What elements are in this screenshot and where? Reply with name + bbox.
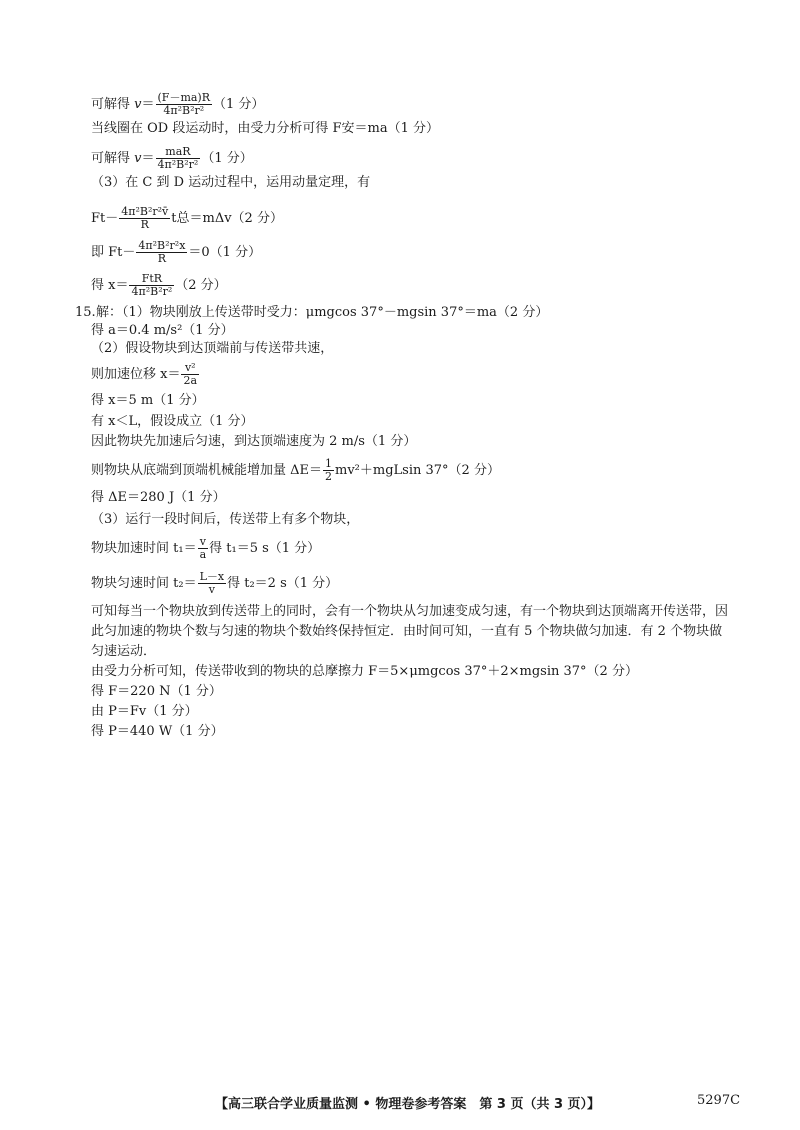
line-q15-energy: 则物块从底端到顶端机械能增加量 ΔE＝ $\frac{1}{2}$ mv²＋mgLsin 37°（2 分） xyxy=(91,457,500,483)
fraction-x: $\frac{\text{4π²B²r²x}}{R}$ xyxy=(138,239,186,265)
line-q15-velocity: 因此物块先加速后匀速，到达顶端速度为 2 m/s（1 分） xyxy=(91,434,417,449)
line-q15-force: 解：（1）物块刚放上传送带时受力：μmgcos 37°－mgsin 37°＝ma（2 分） xyxy=(96,305,549,320)
line-q15-displacement: 则加速位移 x＝ $\frac{\text{v²}}{2a}$ xyxy=(91,361,198,387)
fraction-t1: $\frac{v}{a}$ xyxy=(199,535,207,561)
fraction-displacement: $\frac{\text{v²}}{2a}$ xyxy=(183,361,198,387)
line-part3-intro: （3）在 C 到 D 运动过程中，运用动量定理，有 xyxy=(91,175,371,190)
text: 可解得 xyxy=(91,97,135,112)
line-q15-assume: 有 x＜L，假设成立（1 分） xyxy=(91,414,254,429)
fraction-t2: $\frac{L-x}{v}$ xyxy=(199,570,225,596)
line-q15-a: 得 a＝0.4 m/s²（1 分） xyxy=(91,323,234,338)
fraction-impulse: $\frac{\text{4π²B²r²v̄}}{R}$ xyxy=(121,205,169,231)
line-od-segment: 当线圈在 OD 段运动时，由受力分析可得 F安＝ma（1 分） xyxy=(91,121,439,136)
question-number-15: 15. xyxy=(75,305,96,320)
line-q15-t1: 物块加速时间 t₁＝ $\frac{v}{a}$ 得 t₁＝5 s（1 分） xyxy=(91,535,321,561)
line-q15-friction: 由受力分析可知，传送带收到的物块的总摩擦力 F＝5×μmgcos 37°＋2×mgsin 37°（2 分） xyxy=(91,664,638,679)
line-q15-P-formula: 由 P＝Fv（1 分） xyxy=(91,704,198,719)
text: （1 分） xyxy=(213,97,265,112)
line-q15-part3: （3）运行一段时间后，传送带上有多个物块， xyxy=(91,512,360,527)
line-solve-v2: 可解得 v＝ $\frac{\text{maR}}{\text{4π²B²r²}}$ （1 分） xyxy=(91,145,253,171)
line-q15-t2: 物块匀速时间 t₂＝ $\frac{L-x}{v}$ 得 t₂＝2 s（1 分） xyxy=(91,570,339,596)
footer-title: 【高三联合学业质量监测 • 物理卷参考答案 第 3 页（共 3 页）】 xyxy=(215,1097,601,1112)
line-q15-P: 得 P＝440 W（1 分） xyxy=(91,724,224,739)
paragraph-q15-analysis: 可知每当一个物块放到传送带上的同时，会有一个物块从匀加速变成匀速，有一个物块到达顶端离开传送带，因此匀加速的物块个数与匀速的物块个数始终保持恒定．由时间可知，一直有 5 个物块做匀加速．有 2 个物块做匀速运动． xyxy=(91,604,729,659)
fraction-v2: $\frac{\text{maR}}{\text{4π²B²r²}}$ xyxy=(157,145,199,171)
line-q15-deltaE: 得 ΔE＝280 J（1 分） xyxy=(91,490,226,505)
line-q15-F: 得 F＝220 N（1 分） xyxy=(91,684,222,699)
line-q15-x: 得 x＝5 m（1 分） xyxy=(91,393,205,408)
line-q15-part2: （2）假设物块到达顶端前与传送带共速， xyxy=(91,341,334,356)
line-equivalent: 即 Ft－ $\frac{\text{4π²B²r²x}}{R}$ ＝0（1 分） xyxy=(91,239,262,265)
line-momentum-theorem: Ft－ $\frac{\text{4π²B²r²v̄}}{R}$ t总＝mΔv（2 分） xyxy=(91,205,283,231)
footer-code: 5297C xyxy=(697,1093,741,1108)
line-result-x: 得 x＝ $\frac{\text{FtR}}{\text{4π²B²r²}}$ （2 分） xyxy=(91,272,227,298)
line-solve-v1: 可解得 v＝ $\frac{(F-ma)R}{\text{4π²B²r²}}$ （1 分） xyxy=(91,91,265,117)
fraction-half: $\frac{1}{2}$ xyxy=(325,457,333,483)
fraction-v1: $\frac{(F-ma)R}{\text{4π²B²r²}}$ xyxy=(157,91,211,117)
fraction-result-x: $\frac{\text{FtR}}{\text{4π²B²r²}}$ xyxy=(131,272,173,298)
